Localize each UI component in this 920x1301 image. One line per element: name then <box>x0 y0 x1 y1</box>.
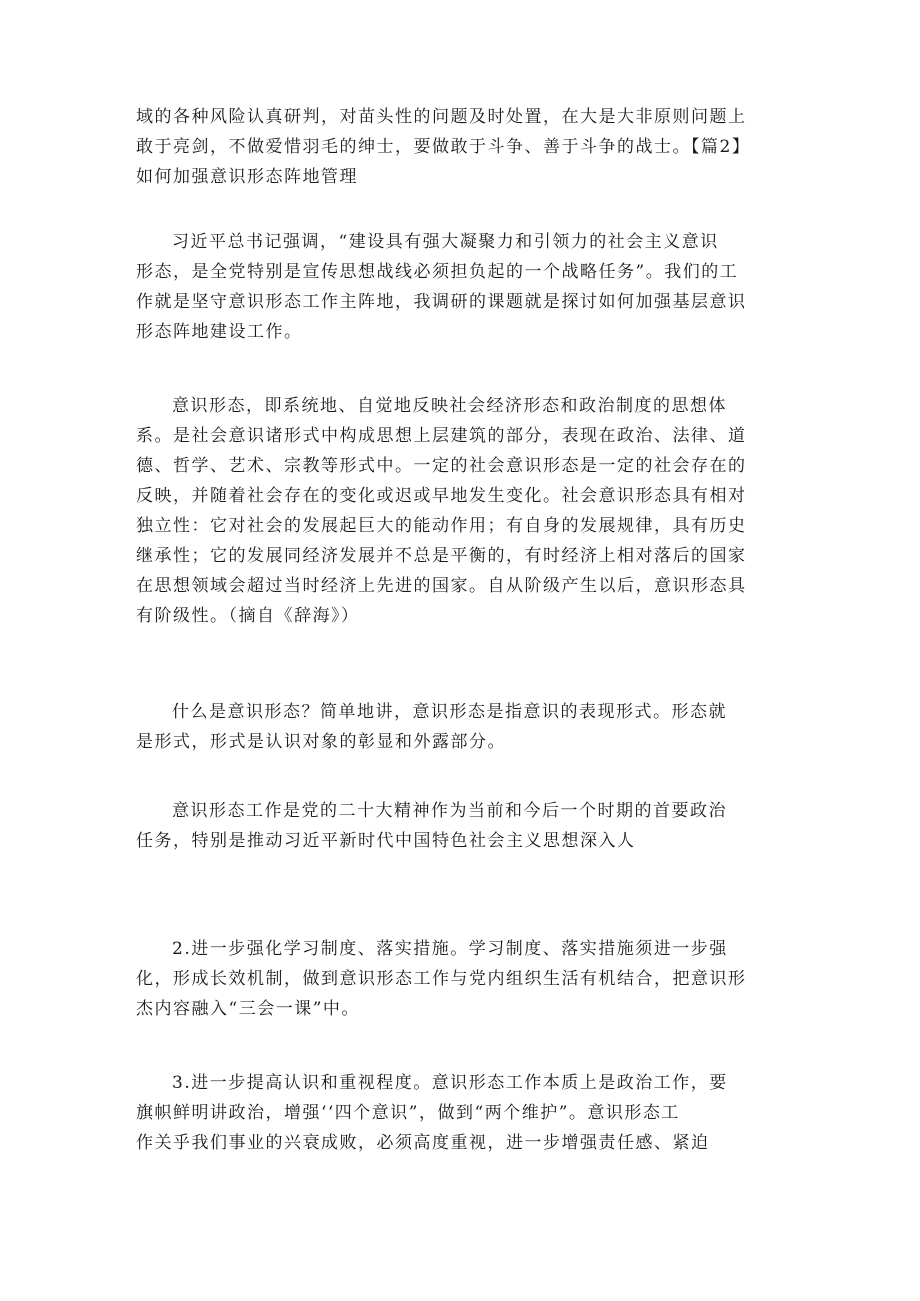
text-line: 是形式，形式是认识对象的彰显和外露部分。 <box>136 732 506 752</box>
paragraph-work <box>136 796 796 856</box>
text-line: 有阶级性。（摘自《辞海》） <box>136 606 360 626</box>
paragraph-xi-quote <box>136 227 796 347</box>
paragraph-item-3 <box>136 1068 796 1158</box>
text-line: 形态阵地建设工作。 <box>136 322 303 342</box>
text-line: 作就是坚守意识形态工作主阵地，我调研的课题就是探讨如何加强基层意识 <box>136 292 747 312</box>
text-line: 敢于亮剑，不做爱惜羽毛的绅士，要做敢于斗争、善于斗争的战士。【篇2】 <box>136 137 751 157</box>
text-line: 独立性：它对社会的发展起巨大的能动作用；有自身的发展规律，具有历史 <box>136 516 747 536</box>
paragraph-item-2 <box>136 934 796 1024</box>
text-line: 什么是意识形态？简单地讲，意识形态是指意识的表现形式。形态就 <box>172 702 727 722</box>
text-line: 如何加强意识形态阵地管理 <box>136 167 358 187</box>
paragraph-intro <box>136 102 796 192</box>
text-line: 任务，特别是推动习近平新时代中国特色社会主义思想深入人 <box>136 831 636 851</box>
text-line: 系。是社会意识诸形式中构成思想上层建筑的部分，表现在政治、法律、道 <box>136 426 747 446</box>
text-line: 3.进一步提高认识和重视程度。意识形态工作本质上是政治工作，要 <box>172 1073 728 1093</box>
text-line: 2.进一步强化学习制度、落实措施。学习制度、落实措施须进一步强 <box>172 939 728 959</box>
text-line: 作关乎我们事业的兴衰成败，必须高度重视，进一步增强责任感、紧迫 <box>136 1133 710 1153</box>
paragraph-definition <box>136 391 796 631</box>
text-line: 德、哲学、艺术、宗教等形式中。一定的社会意识形态是一定的社会存在的 <box>136 456 747 476</box>
text-line: 意识形态，即系统地、自觉地反映社会经济形态和政治制度的思想体 <box>172 396 727 416</box>
text-line: 在思想领域会超过当时经济上先进的国家。自从阶级产生以后，意识形态具 <box>136 576 747 596</box>
text-line: 域的各种风险认真研判，对苗头性的问题及时处置，在大是大非原则问题上 <box>136 107 747 127</box>
text-line: 杰内容融入“三会一课”中。 <box>136 999 360 1019</box>
text-line: 旗帜鲜明讲政治，增强‘‘四个意识”，做到“两个维护”。意识形态工 <box>136 1103 680 1123</box>
text-line: 意识形态工作是党的二十大精神作为当前和今后一个时期的首要政治 <box>172 801 727 821</box>
paragraph-what-is <box>136 697 796 757</box>
text-line: 继承性；它的发展同经济发展并不总是平衡的，有时经济上相对落后的国家 <box>136 546 747 566</box>
text-line: 化，形成长效机制，做到意识形态工作与党内组织生活有机结合，把意识形 <box>136 969 747 989</box>
text-line: 形态，是全党特别是宣传思想战线必须担负起的一个战略任务”。我们的工 <box>136 262 739 282</box>
text-line: 反映，并随着社会存在的变化或迟或早地发生变化。社会意识形态具有相对 <box>136 486 747 506</box>
text-line: 习近平总书记强调，“建设具有强大凝聚力和引领力的社会主义意识 <box>172 232 719 252</box>
